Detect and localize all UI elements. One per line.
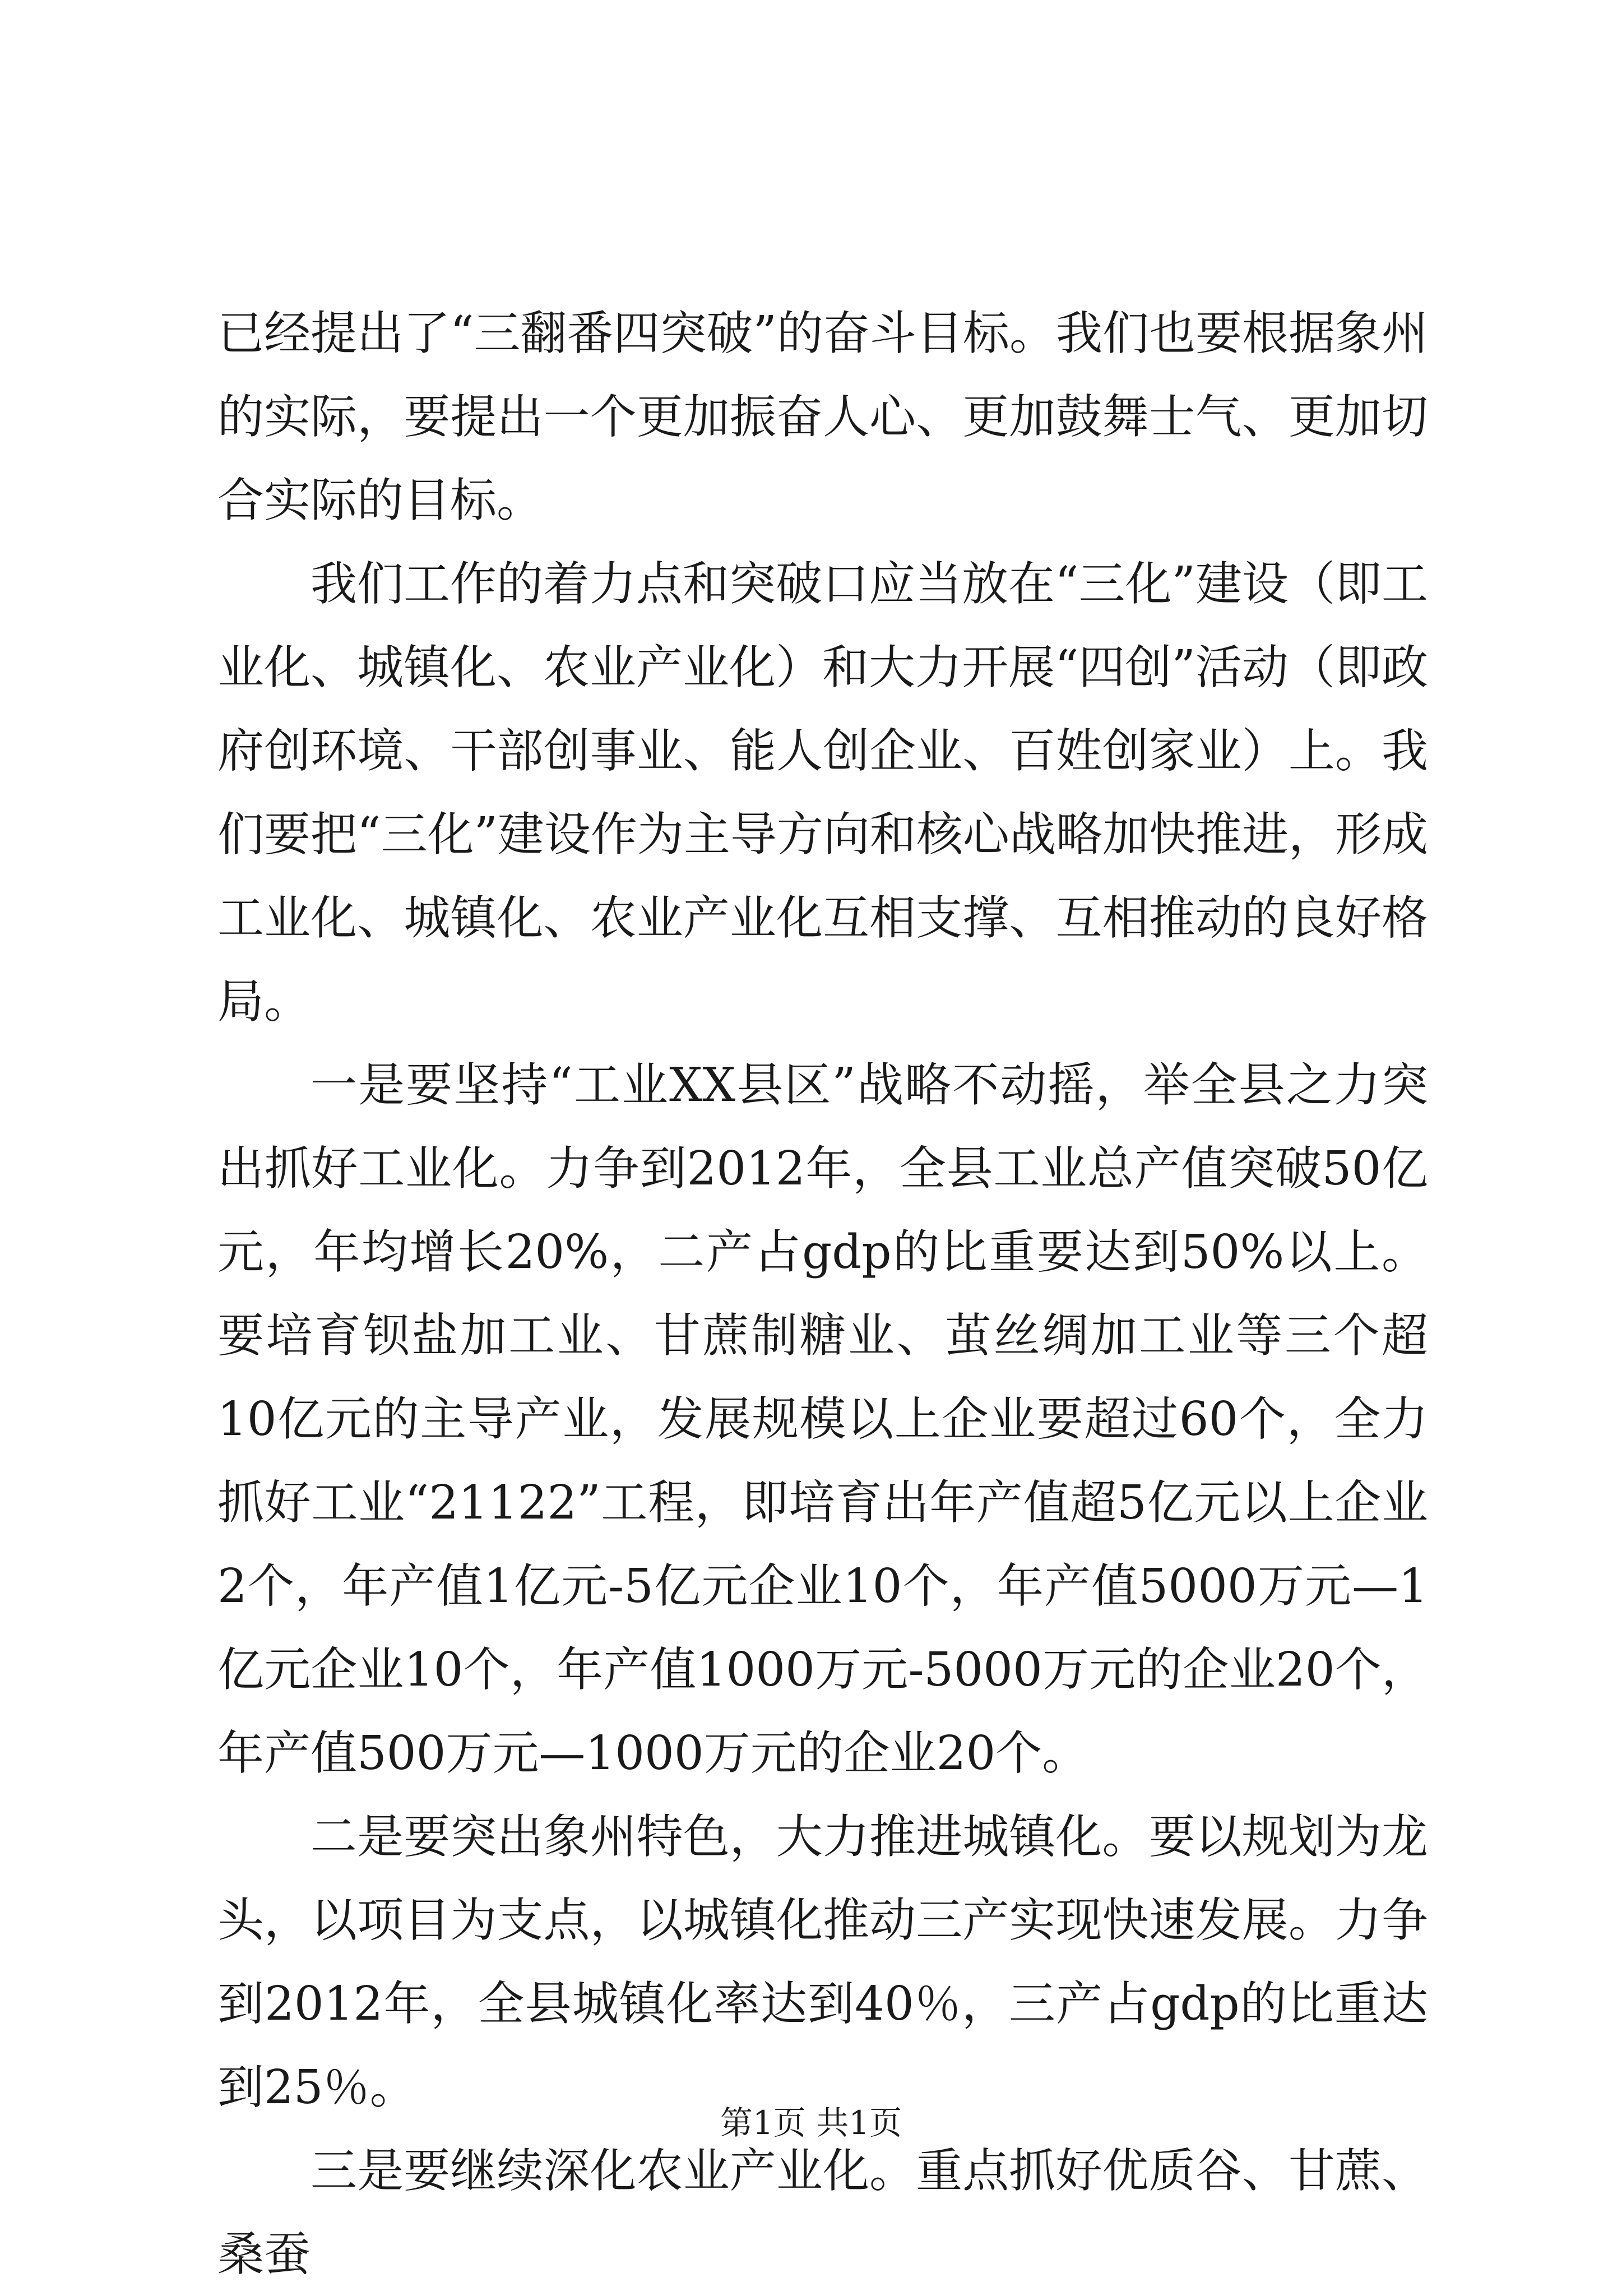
page-footer: 第1页 共1页 xyxy=(720,2104,902,2142)
paragraph-3: 一是要坚持“工业XX县区”战略不动摇，举全县之力突出抓好工业化。力争到2012年，全县工业总产值突破50亿元，年均增长20%，二产占gdp的比重要达到50%以上。要培育钡盐加工业、甘蔗制糖业、茧丝绸加工业等三个超10亿元的主导产业，发展规模以上企业要超过60个，全力抓好工业“21122”工程，即培育出年产值超5亿元以上企业2个，年产值1亿元-5亿元企业10个，年产值5000万元—1亿元企业10个，年产值1000万元-5000万元的企业20个，年产值500万元—1000万元的企业20个。 xyxy=(217,1058,1428,1780)
paragraph-2: 我们工作的着力点和突破口应当放在“三化”建设（即工业化、城镇化、农业产业化）和大力开展“四创”活动（即政府创环境、干部创事业、能人创企业、百姓创家业）上。我们要把“三化”建设作为主导方向和核心战略加快推进，形成工业化、城镇化、农业产业化互相支撑、互相推动的良好格局。 xyxy=(217,557,1428,1029)
paragraph-5: 三是要继续深化农业产业化。重点抓好优质谷、甘蔗、桑蚕 xyxy=(217,2144,1428,2281)
document-body xyxy=(217,291,1428,2296)
paragraph-1: 已经提出了“三翻番四突破”的奋斗目标。我们也要根据象州的实际，要提出一个更加振奋人心、更加鼓舞士气、更加切合实际的目标。 xyxy=(217,306,1428,527)
paragraph-4: 二是要突出象州特色，大力推进城镇化。要以规划为龙头，以项目为支点，以城镇化推动三产实现快速发展。力争到2012年，全县城镇化率达到40％，三产占gdp的比重达到25％。 xyxy=(217,1809,1428,2114)
